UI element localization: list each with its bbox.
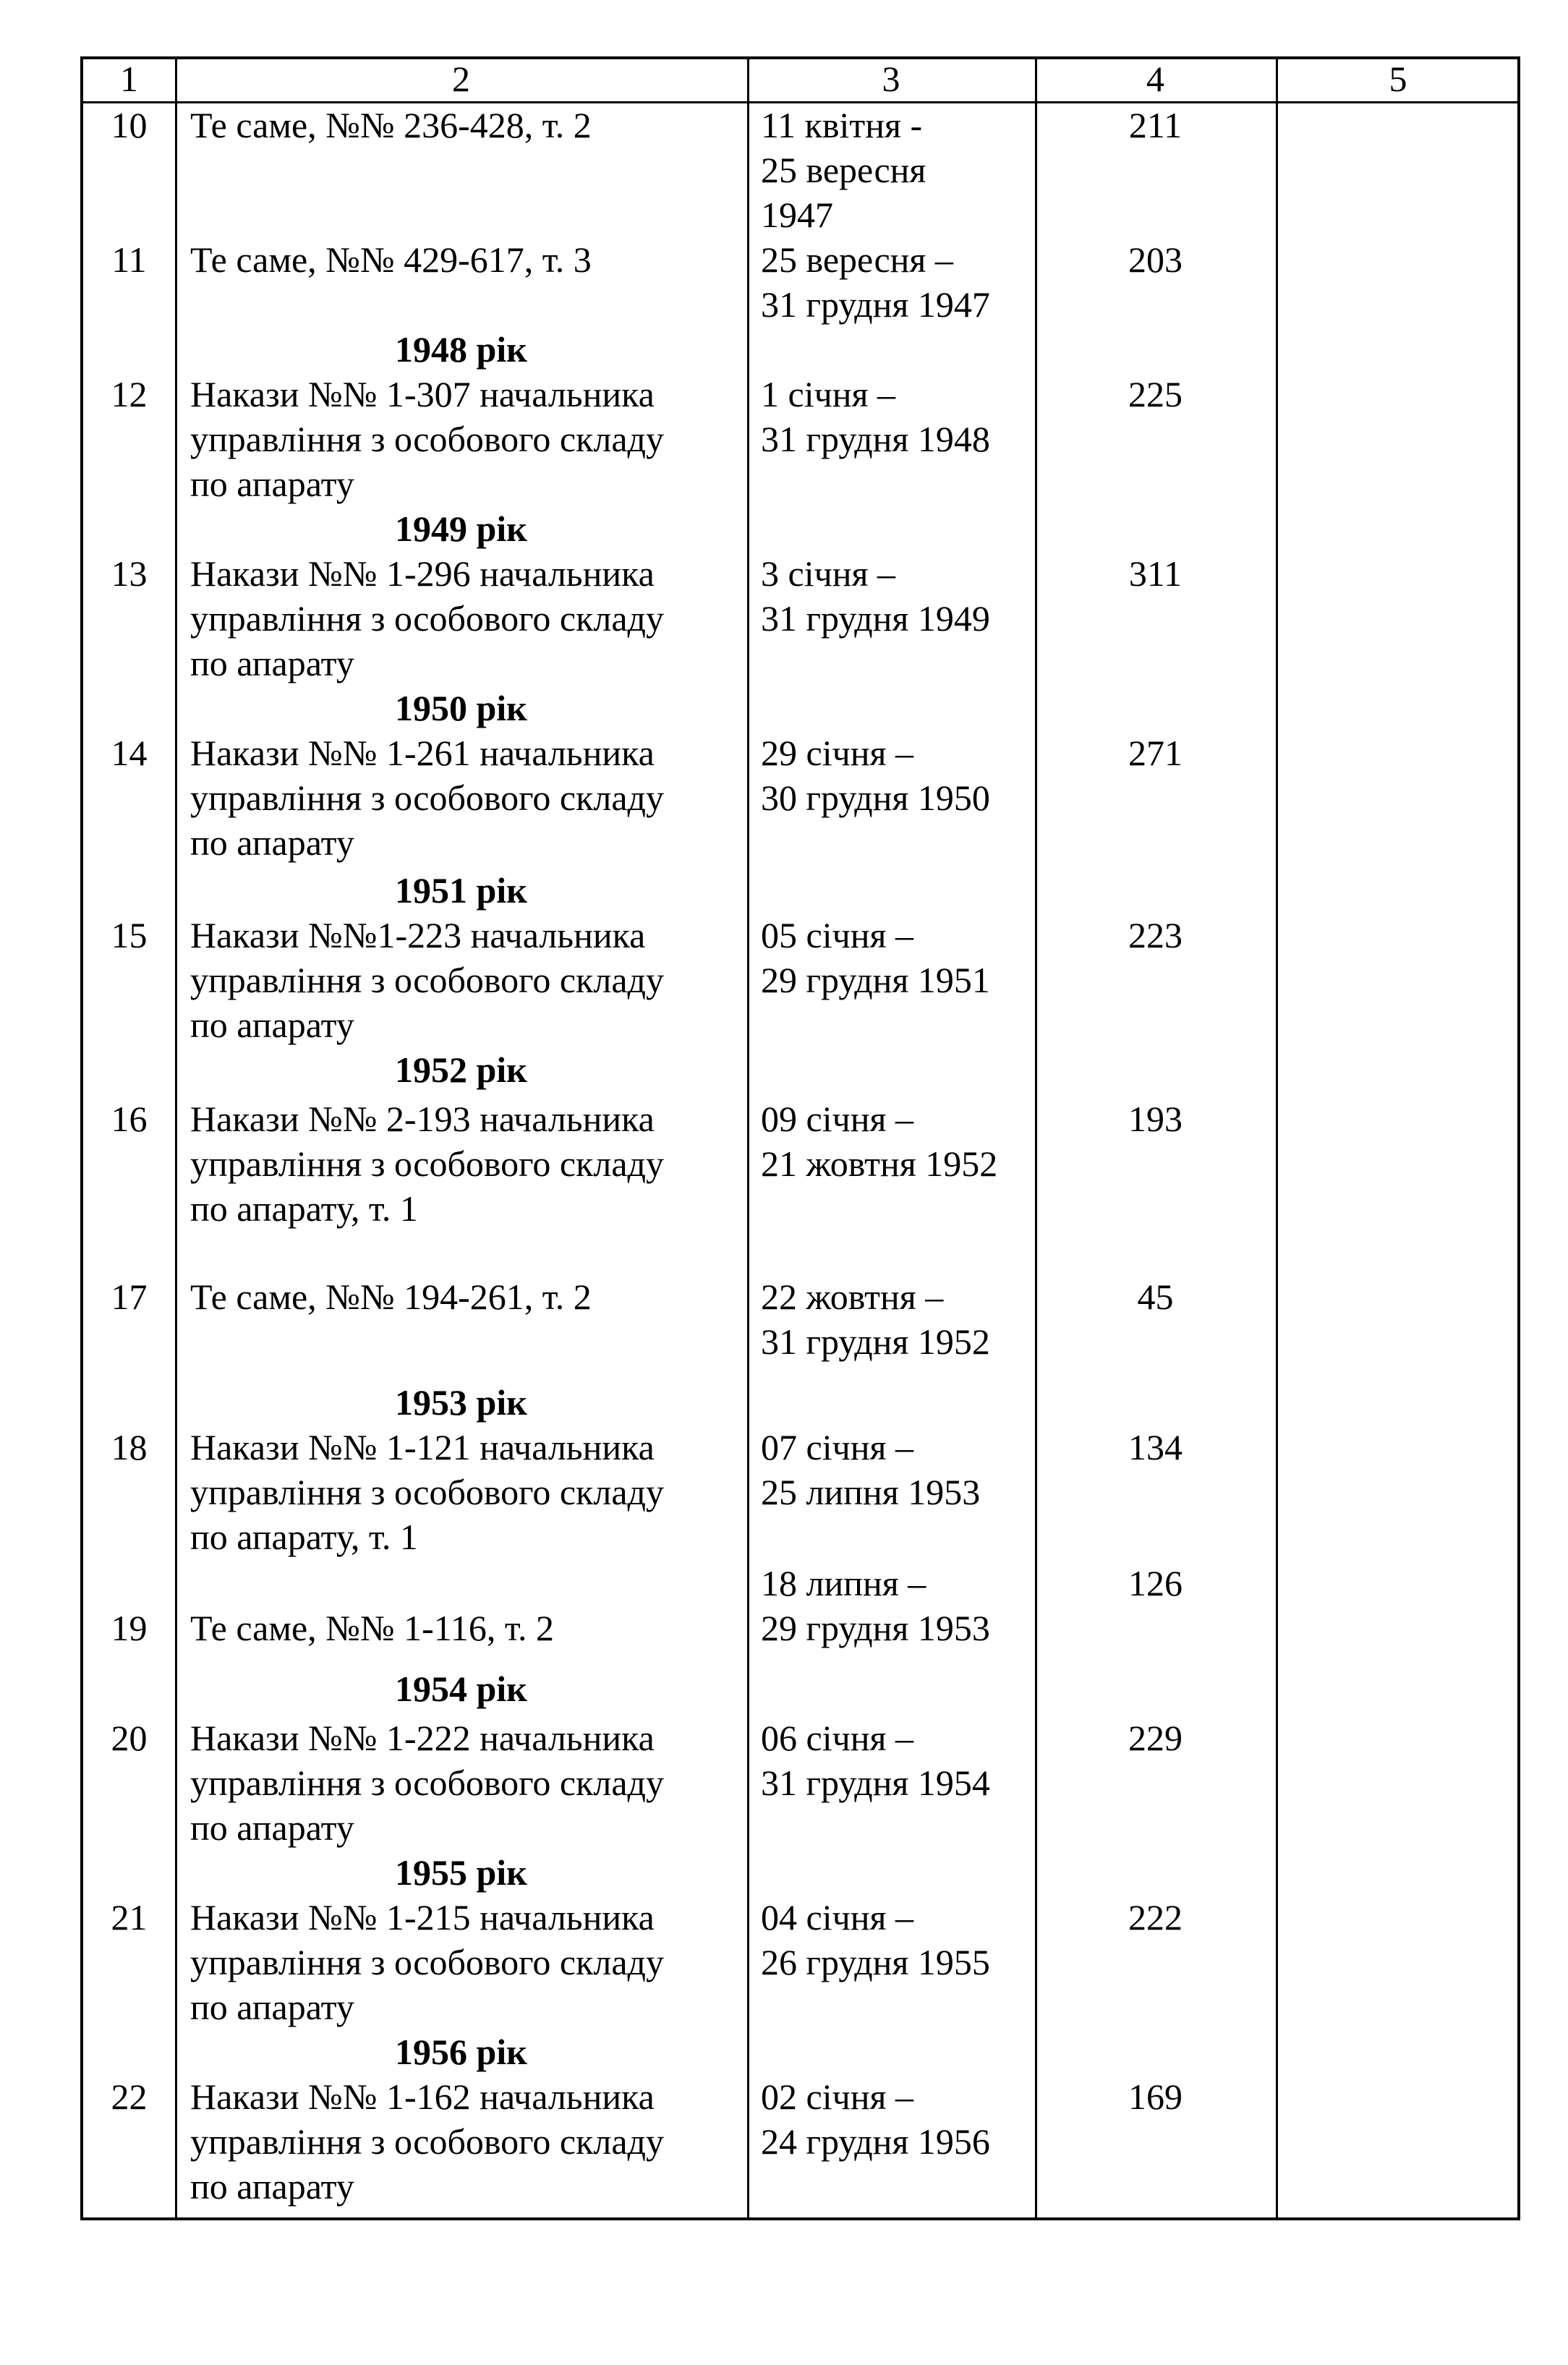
year-heading: 1948 рік	[394, 329, 527, 370]
row-description: по апарату	[190, 464, 354, 504]
year-heading: 1949 рік	[394, 508, 527, 549]
row-dates: 31 грудня 1949	[761, 598, 990, 639]
row-dates: 21 жовтня 1952	[761, 1143, 998, 1184]
row-sheet-count: 229	[1128, 1718, 1183, 1758]
header-col-1: 1	[120, 59, 138, 99]
row-sheet-count: 193	[1128, 1099, 1183, 1139]
row-number: 21	[111, 1897, 148, 1938]
row-number: 20	[111, 1718, 148, 1758]
row-sheet-count: 225	[1128, 374, 1183, 414]
row-number: 10	[111, 105, 148, 145]
row-dates: 25 вересня	[761, 150, 926, 190]
row-description: Накази №№ 2-193 начальника	[190, 1099, 655, 1139]
row-description: Накази №№1-223 начальника	[190, 915, 646, 955]
row-dates: 25 липня 1953	[761, 1472, 981, 1512]
row-dates: 31 грудня 1952	[761, 1321, 990, 1362]
row-description: по апарату, т. 1	[190, 1517, 418, 1557]
row-dates: 25 вересня –	[761, 239, 953, 280]
row-sheet-count: 271	[1128, 733, 1183, 773]
row-description: управління з особового складу	[190, 777, 664, 818]
row-description: Накази №№ 1-162 начальника	[190, 2076, 655, 2117]
row-dates: 29 грудня 1951	[761, 960, 990, 1000]
header-col-3: 3	[882, 59, 900, 99]
row-description: Накази №№ 1-261 начальника	[190, 733, 655, 773]
year-heading: 1952 рік	[394, 1049, 527, 1090]
row-dates: 09 січня –	[761, 1099, 913, 1139]
row-dates: 31 грудня 1947	[761, 284, 990, 325]
row-dates: 22 жовтня –	[761, 1277, 944, 1317]
year-heading: 1950 рік	[394, 688, 527, 728]
row-description: Накази №№ 1-121 начальника	[190, 1427, 655, 1467]
row-sheet-count: 45	[1137, 1277, 1174, 1317]
row-dates: 06 січня –	[761, 1718, 913, 1758]
row-description: по апарату, т. 1	[190, 1188, 418, 1229]
row-description: Накази №№ 1-215 начальника	[190, 1897, 655, 1938]
row-dates: 02 січня –	[761, 2076, 913, 2117]
row-dates: 05 січня –	[761, 915, 913, 955]
row-description: по апарату	[190, 643, 354, 683]
row-dates: 1 січня –	[761, 374, 895, 414]
row-sheet-count: 222	[1128, 1897, 1183, 1938]
row-dates: 31 грудня 1954	[761, 1763, 990, 1803]
row-description: Те саме, №№ 194-261, т. 2	[190, 1277, 592, 1317]
archive-inventory-table	[80, 56, 1520, 2220]
row-description: управління з особового складу	[190, 2121, 664, 2162]
row-description: Накази №№ 1-296 начальника	[190, 553, 655, 594]
row-description: по апарату	[190, 1807, 354, 1848]
row-dates: 26 грудня 1955	[761, 1942, 990, 1982]
row-description: управління з особового складу	[190, 1143, 664, 1184]
row-description: по апарату	[190, 1987, 354, 2027]
row-number: 15	[111, 915, 148, 955]
row-dates: 29 січня –	[761, 733, 913, 773]
row-number: 17	[111, 1277, 148, 1317]
row-number: 16	[111, 1099, 148, 1139]
row-dates: 1947	[761, 195, 833, 235]
row-description: управління з особового складу	[190, 1942, 664, 1982]
year-heading: 1951 рік	[394, 870, 527, 911]
row-dates: 29 грудня 1953	[761, 1608, 990, 1648]
row-description: управління з особового складу	[190, 960, 664, 1000]
row-number: 11	[111, 239, 147, 280]
row-sheet-count: 169	[1128, 2076, 1183, 2117]
row-description: по апарату	[190, 822, 354, 863]
row-sheet-count: 223	[1128, 915, 1183, 955]
row-description: Накази №№ 1-307 начальника	[190, 374, 655, 414]
header-col-5: 5	[1389, 59, 1407, 99]
header-col-2: 2	[452, 59, 470, 99]
row-dates: 07 січня –	[761, 1427, 913, 1467]
row-dates: 24 грудня 1956	[761, 2121, 990, 2162]
row-description: управління з особового складу	[190, 598, 664, 639]
row-description: управління з особового складу	[190, 419, 664, 459]
row-dates: 18 липня –	[761, 1563, 926, 1603]
row-description: Те саме, №№ 1-116, т. 2	[190, 1608, 554, 1648]
row-dates: 04 січня –	[761, 1897, 913, 1938]
column-divider-2	[747, 59, 749, 2217]
row-description: управління з особового складу	[190, 1472, 664, 1512]
row-description: по апарату	[190, 1005, 354, 1045]
year-heading: 1956 рік	[394, 2032, 527, 2072]
row-sheet-count: 134	[1128, 1427, 1183, 1467]
row-number: 12	[111, 374, 148, 414]
year-heading: 1954 рік	[394, 1669, 527, 1709]
row-dates: 3 січня –	[761, 553, 895, 594]
row-description: по апарату	[190, 2166, 354, 2207]
row-description: Те саме, №№ 429-617, т. 3	[190, 239, 592, 280]
year-heading: 1953 рік	[394, 1382, 527, 1423]
year-heading: 1955 рік	[394, 1852, 527, 1893]
row-sheet-count: 126	[1128, 1563, 1183, 1603]
row-number: 19	[111, 1608, 148, 1648]
row-number: 18	[111, 1427, 148, 1467]
row-sheet-count: 311	[1128, 553, 1183, 594]
column-divider-4	[1276, 59, 1278, 2217]
row-dates: 11 квітня -	[761, 105, 923, 145]
row-sheet-count: 203	[1128, 239, 1183, 280]
row-number: 13	[111, 553, 148, 594]
row-number: 14	[111, 733, 148, 773]
row-number: 22	[111, 2076, 148, 2117]
row-dates: 31 грудня 1948	[761, 419, 990, 459]
header-col-4: 4	[1146, 59, 1164, 99]
row-sheet-count: 211	[1128, 105, 1183, 145]
row-description: Накази №№ 1-222 начальника	[190, 1718, 655, 1758]
row-dates: 30 грудня 1950	[761, 777, 990, 818]
row-description: Те саме, №№ 236-428, т. 2	[190, 105, 592, 145]
row-description: управління з особового складу	[190, 1763, 664, 1803]
